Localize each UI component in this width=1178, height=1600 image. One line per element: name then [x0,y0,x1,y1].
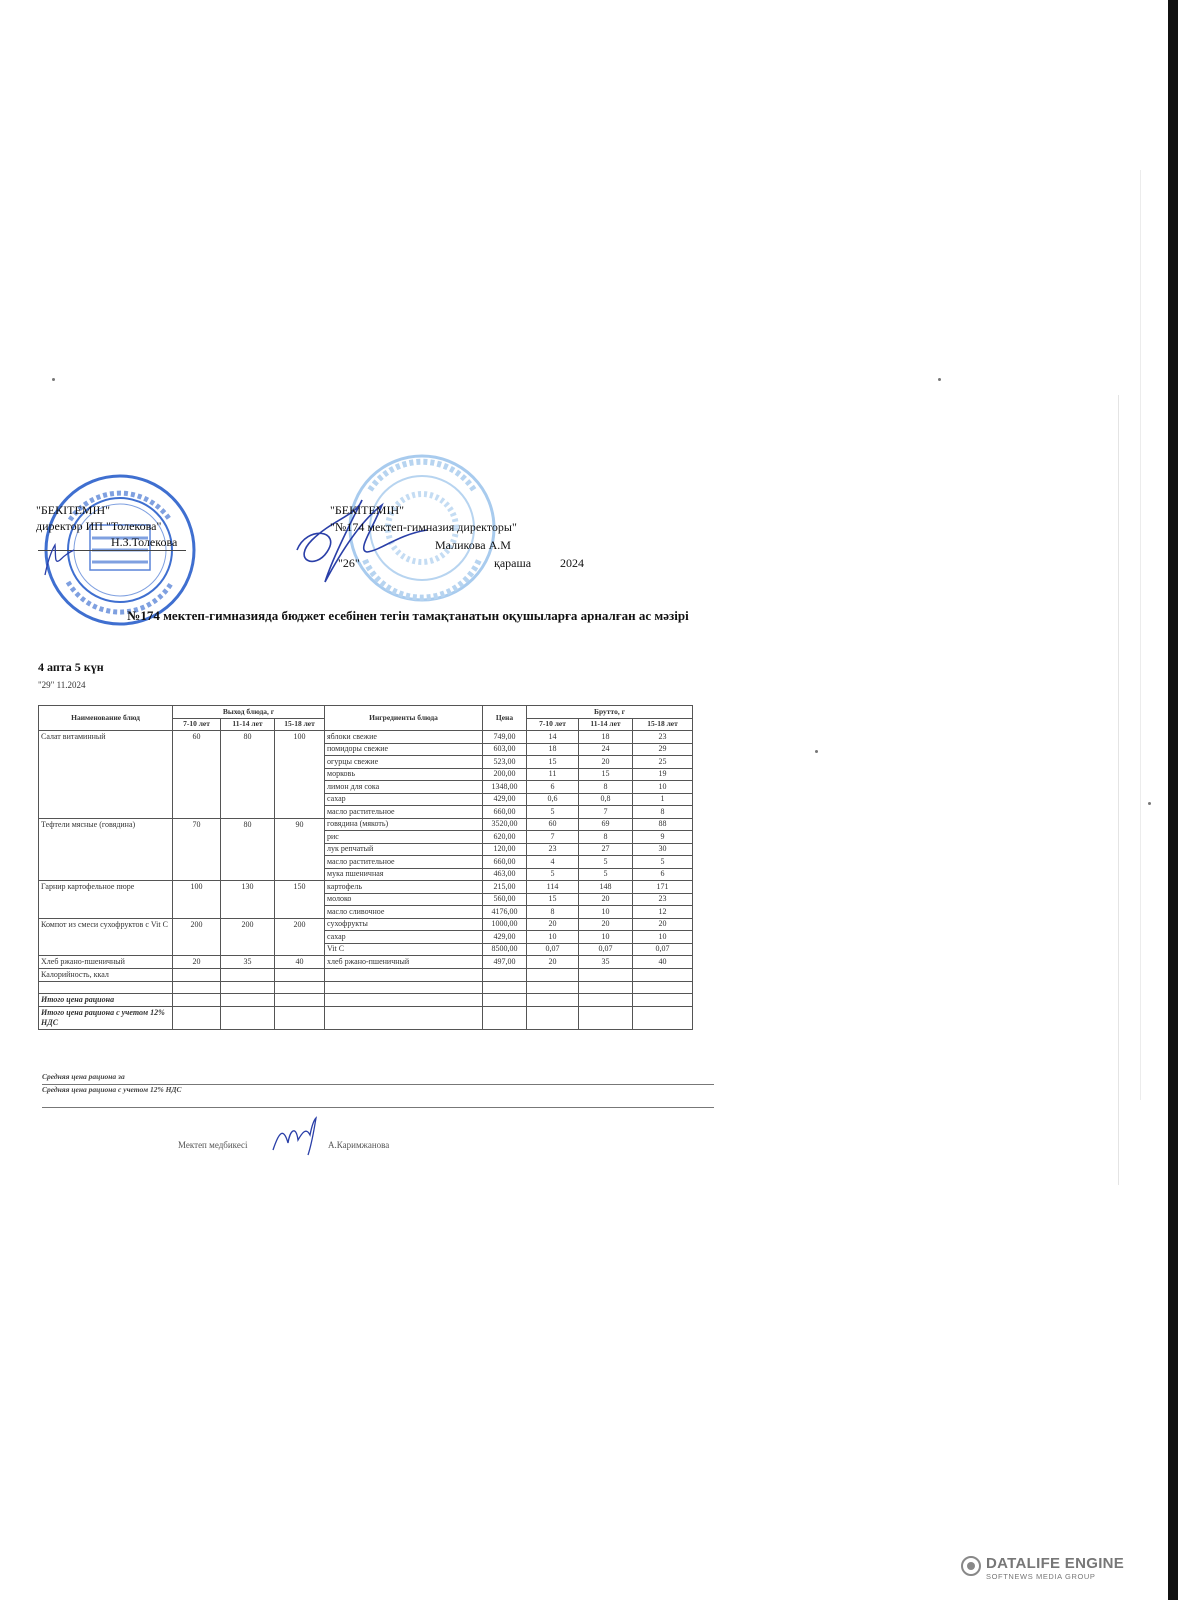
ingredient-price: 1348,00 [483,781,527,794]
nurse-name: А.Каримжанова [328,1140,390,1150]
ingredient-brutto: 0,8 [579,793,633,806]
ingredient-brutto: 5 [527,806,579,819]
ingredient-name: мука пшеничная [325,868,483,881]
week-day-label: 4 апта 5 күн [38,660,104,674]
dish-yield: 70 [173,818,221,881]
ingredient-brutto: 69 [579,818,633,831]
dish-name: Салат витаминный [39,731,173,819]
ingredient-price: 215,00 [483,881,527,894]
total-vat-label: Итого цена рациона с учетом 12% НДС [39,1006,173,1029]
total-row [39,994,693,1007]
ingredient-name: сухофрукты [325,918,483,931]
ingredient-name: хлеб ржано-пшеничный [325,956,483,969]
dish-yield: 60 [173,731,221,819]
scan-speck [938,378,941,381]
menu-table-body [39,731,693,969]
ingredient-brutto: 171 [633,881,693,894]
average-price-vat-row [42,1085,714,1108]
header-age: 15-18 лет [275,718,325,731]
ingredient-brutto: 7 [579,806,633,819]
ingredient-price: 497,00 [483,956,527,969]
ingredient-row [39,731,693,744]
calorie-row [39,969,693,982]
watermark-title: DATALIFE ENGINE [986,1555,1125,1572]
ingredient-name: Vit C [325,943,483,956]
ingredient-brutto: 148 [579,881,633,894]
average-price-label: Средняя цена рациона за [42,1072,125,1081]
ingredient-brutto: 15 [579,768,633,781]
scan-speck [52,378,55,381]
header-yield: Выход блюда, г [173,706,325,719]
ingredient-brutto: 19 [633,768,693,781]
ingredient-brutto: 18 [527,743,579,756]
ingredient-name: масло растительное [325,856,483,869]
ingredient-name: сахар [325,931,483,944]
ingredient-name: лук репчатый [325,843,483,856]
dish-name: Тефтели мясные (говядина) [39,818,173,881]
scan-speck [815,750,818,753]
ingredient-brutto: 6 [633,868,693,881]
ingredient-brutto: 8 [579,781,633,794]
ingredient-brutto: 25 [633,756,693,769]
ingredient-brutto: 6 [527,781,579,794]
ingredient-brutto: 10 [527,931,579,944]
ingredient-brutto: 23 [633,893,693,906]
watermark-subtitle: SOFTNEWS MEDIA GROUP [986,1572,1096,1581]
nurse-signature-block [178,1140,390,1150]
menu-table [38,705,693,1030]
ingredient-brutto: 9 [633,831,693,844]
ingredient-brutto: 20 [527,956,579,969]
empty-row [39,981,693,994]
ingredient-brutto: 20 [527,918,579,931]
ingredient-name: яблоки свежие [325,731,483,744]
ingredient-brutto: 60 [527,818,579,831]
scan-speck [1148,802,1151,805]
document-title: №174 мектеп-гимназияда бюджет есебінен тегін тамақтанатын оқушыларға арналған ас мәзірі [127,608,689,623]
average-price-block [42,1070,714,1108]
ingredient-brutto: 27 [579,843,633,856]
ingredient-name: рис [325,831,483,844]
dish-yield: 130 [221,881,275,919]
screen-edge [1168,0,1178,1600]
ingredient-price: 1000,00 [483,918,527,931]
dish-name: Компот из смеси сухофруктов с Vit C [39,918,173,956]
ingredient-brutto: 14 [527,731,579,744]
menu-date: "29" 11.2024 [38,680,86,690]
dish-yield: 100 [275,731,325,819]
header-ingredients: Ингредиенты блюда [325,706,483,731]
dish-yield: 80 [221,731,275,819]
dish-yield: 200 [173,918,221,956]
scan-edge-line [1140,170,1141,1100]
ingredient-price: 3520,00 [483,818,527,831]
ingredient-brutto: 20 [579,918,633,931]
nurse-role: Мектеп медбикесі [178,1140,248,1150]
approval-left-name: Н.З.Толекова [111,535,178,549]
dish-yield: 90 [275,818,325,881]
header-brutto: Брутто, г [527,706,693,719]
header-age: 11-14 лет [579,718,633,731]
ingredient-brutto: 11 [527,768,579,781]
ingredient-brutto: 10 [579,931,633,944]
ingredient-price: 120,00 [483,843,527,856]
ingredient-brutto: 8 [633,806,693,819]
ingredient-brutto: 10 [633,931,693,944]
average-price-row [42,1070,714,1085]
approval-right-name: Маликова А.М [435,538,511,552]
ingredient-brutto: 0,6 [527,793,579,806]
ingredient-brutto: 5 [579,868,633,881]
ingredient-brutto: 10 [579,906,633,919]
total-label: Итого цена рациона [39,994,173,1007]
dish-yield: 40 [275,956,325,969]
ingredient-row [39,956,693,969]
header-age: 7-10 лет [173,718,221,731]
ingredient-price: 749,00 [483,731,527,744]
ingredient-brutto: 18 [579,731,633,744]
approval-month: қараша [494,556,532,570]
ingredient-brutto: 23 [633,731,693,744]
ingredient-name: говядина (мякоть) [325,818,483,831]
watermark [986,1555,1124,1581]
ingredient-price: 8500,00 [483,943,527,956]
ingredient-name: морковь [325,768,483,781]
ingredient-brutto: 23 [527,843,579,856]
ingredient-name: помидоры свежие [325,743,483,756]
header-price: Цена [483,706,527,731]
dish-yield: 35 [221,956,275,969]
ingredient-brutto: 20 [579,756,633,769]
ingredient-brutto: 88 [633,818,693,831]
ingredient-price: 660,00 [483,856,527,869]
ingredient-brutto: 5 [633,856,693,869]
ingredient-name: сахар [325,793,483,806]
dish-name: Хлеб ржано-пшеничный [39,956,173,969]
approval-left-position: директор ИП "Толекова" [36,519,162,533]
ingredient-brutto: 30 [633,843,693,856]
ingredient-brutto: 8 [527,906,579,919]
ingredient-price: 560,00 [483,893,527,906]
ingredient-brutto: 40 [633,956,693,969]
ingredient-brutto: 24 [579,743,633,756]
ingredient-name: масло сливочное [325,906,483,919]
ingredient-price: 200,00 [483,768,527,781]
ingredient-brutto: 1 [633,793,693,806]
nurse-signature [268,1115,328,1160]
ingredient-brutto: 12 [633,906,693,919]
ingredient-brutto: 0,07 [579,943,633,956]
ingredient-row [39,818,693,831]
ingredient-price: 463,00 [483,868,527,881]
ingredient-name: молоко [325,893,483,906]
dish-yield: 100 [173,881,221,919]
header-age: 15-18 лет [633,718,693,731]
ingredient-price: 660,00 [483,806,527,819]
ingredient-name: лимон для сока [325,781,483,794]
ingredient-brutto: 10 [633,781,693,794]
ingredient-brutto: 5 [527,868,579,881]
ingredient-price: 620,00 [483,831,527,844]
ingredient-name: картофель [325,881,483,894]
dish-yield: 20 [173,956,221,969]
approval-left-heading: "БЕКІТЕМІН" [36,503,111,517]
ingredient-price: 429,00 [483,931,527,944]
header-dish: Наименование блюд [39,706,173,731]
ingredient-brutto: 20 [633,918,693,931]
approval-right-position: "№174 мектеп-гимназия директоры" [330,520,517,534]
dish-yield: 200 [275,918,325,956]
ingredient-price: 429,00 [483,793,527,806]
approval-year: 2024 [560,556,584,570]
ingredient-brutto: 5 [579,856,633,869]
ingredient-brutto: 15 [527,756,579,769]
ingredient-row [39,918,693,931]
ingredient-brutto: 0,07 [527,943,579,956]
ingredient-brutto: 0,07 [633,943,693,956]
approval-right-heading: "БЕКІТЕМІН" [330,503,405,517]
ingredient-brutto: 7 [527,831,579,844]
average-price-vat-label: Средняя цена рациона с учетом 12% НДС [42,1085,182,1094]
ingredient-price: 523,00 [483,756,527,769]
header-age: 7-10 лет [527,718,579,731]
approval-day: "26" [338,556,360,570]
ingredient-brutto: 35 [579,956,633,969]
dish-yield: 80 [221,818,275,881]
ingredient-row [39,881,693,894]
ingredient-brutto: 114 [527,881,579,894]
dish-name: Гарнир картофельное пюре [39,881,173,919]
calorie-label: Калорийность, ккал [39,969,173,982]
ingredient-price: 603,00 [483,743,527,756]
ingredient-name: огурцы свежие [325,756,483,769]
ingredient-brutto: 20 [579,893,633,906]
scan-edge-line [1118,395,1119,1185]
eye-logo-icon [960,1555,982,1577]
dish-yield: 150 [275,881,325,919]
header-age: 11-14 лет [221,718,275,731]
ingredient-brutto: 29 [633,743,693,756]
ingredient-price: 4176,00 [483,906,527,919]
ingredient-brutto: 15 [527,893,579,906]
dish-yield: 200 [221,918,275,956]
left-signature [40,540,80,580]
ingredient-brutto: 8 [579,831,633,844]
ingredient-brutto: 4 [527,856,579,869]
total-vat-row [39,1006,693,1029]
ingredient-name: масло растительное [325,806,483,819]
